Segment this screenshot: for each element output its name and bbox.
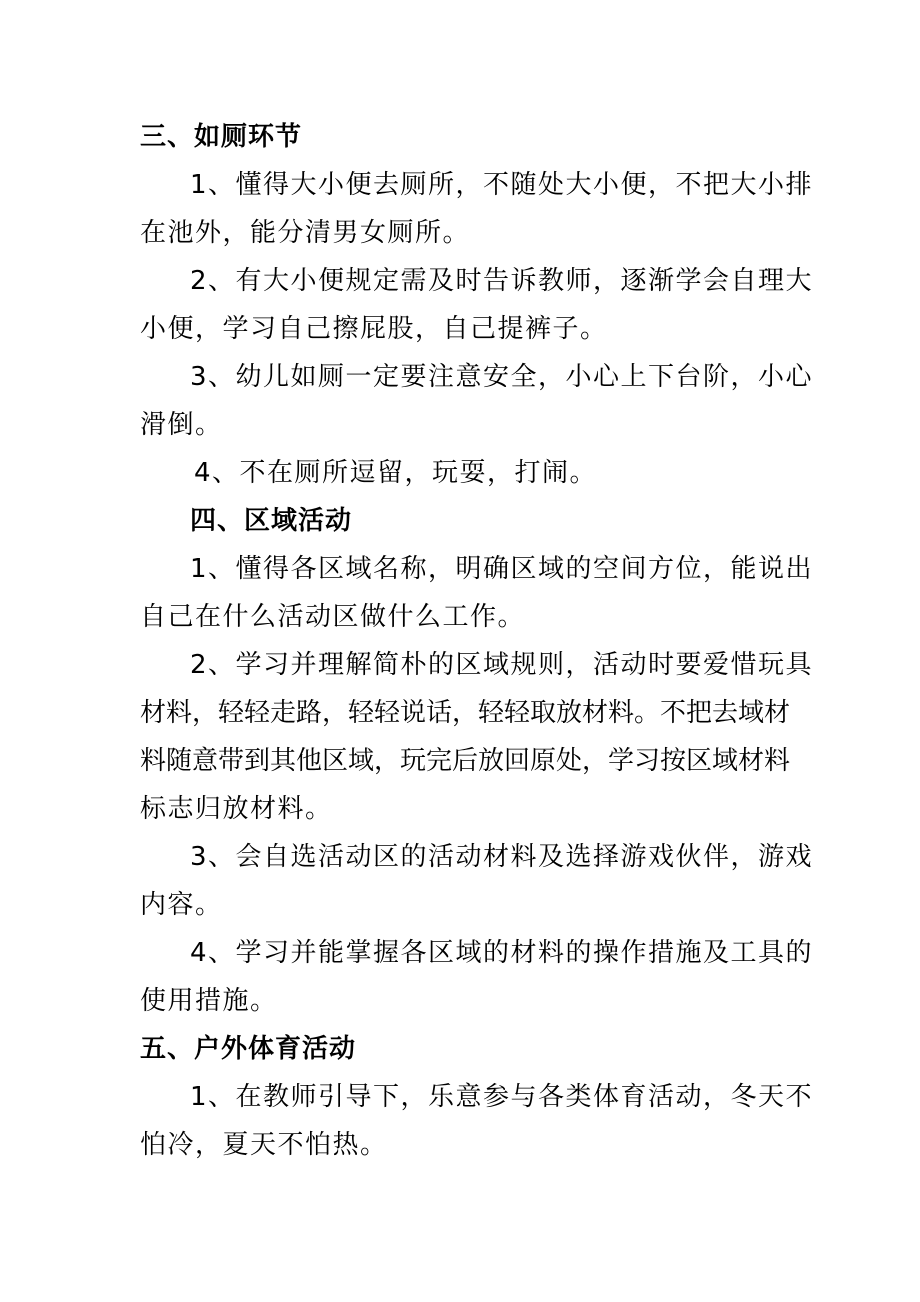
paragraph-line: 怕冷，夏天不怕热。 (140, 1130, 388, 1160)
paragraph-line: 3、幼儿如厕一定要注意安全，小心上下台阶，小心 (190, 362, 814, 392)
paragraph-line: 1、在教师引导下，乐意参与各类体育活动，冬天不 (190, 1082, 814, 1112)
paragraph-line: 1、懂得各区域名称，明确区域的空间方位，能说出 (190, 554, 814, 584)
paragraph-line: 2、学习并理解简朴的区域规则，活动时要爱惜玩具 (190, 650, 814, 680)
paragraph-line: 内容。 (140, 890, 223, 920)
paragraph-line: 在池外，能分清男女厕所。 (140, 218, 471, 248)
paragraph-line: 料随意带到其他区域，玩完后放回原处，学习按区域材料 (140, 746, 791, 776)
paragraph-line: 2、有大小便规定需及时告诉教师，逐渐学会自理大 (190, 266, 814, 296)
paragraph-line: 3、会自选活动区的活动材料及选择游戏伙伴，游戏 (190, 842, 814, 872)
paragraph-line: 滑倒。 (140, 410, 223, 440)
paragraph-line: 4、学习并能掌握各区域的材料的操作措施及工具的 (190, 938, 814, 968)
paragraph-line: 自己在什么活动区做什么工作。 (140, 602, 526, 632)
paragraph-line: 使用措施。 (140, 986, 278, 1016)
paragraph-line: 材料，轻轻走路，轻轻说话，轻轻取放材料。不把去域材 (140, 698, 791, 728)
section-heading-outdoor: 五、户外体育活动 (140, 1034, 357, 1064)
paragraph-line: 4、不在厕所逗留，玩耍，打闹。 (194, 458, 598, 488)
paragraph-line: 小便，学习自己擦屁股，自己提裤子。 (140, 314, 608, 344)
paragraph-line: 标志归放材料。 (140, 794, 333, 824)
section-heading-toilet: 三、如厕环节 (140, 122, 303, 152)
paragraph-line: 1、懂得大小便去厕所，不随处大小便，不把大小排 (190, 170, 814, 200)
section-heading-areas: 四、区域活动 (190, 506, 353, 536)
